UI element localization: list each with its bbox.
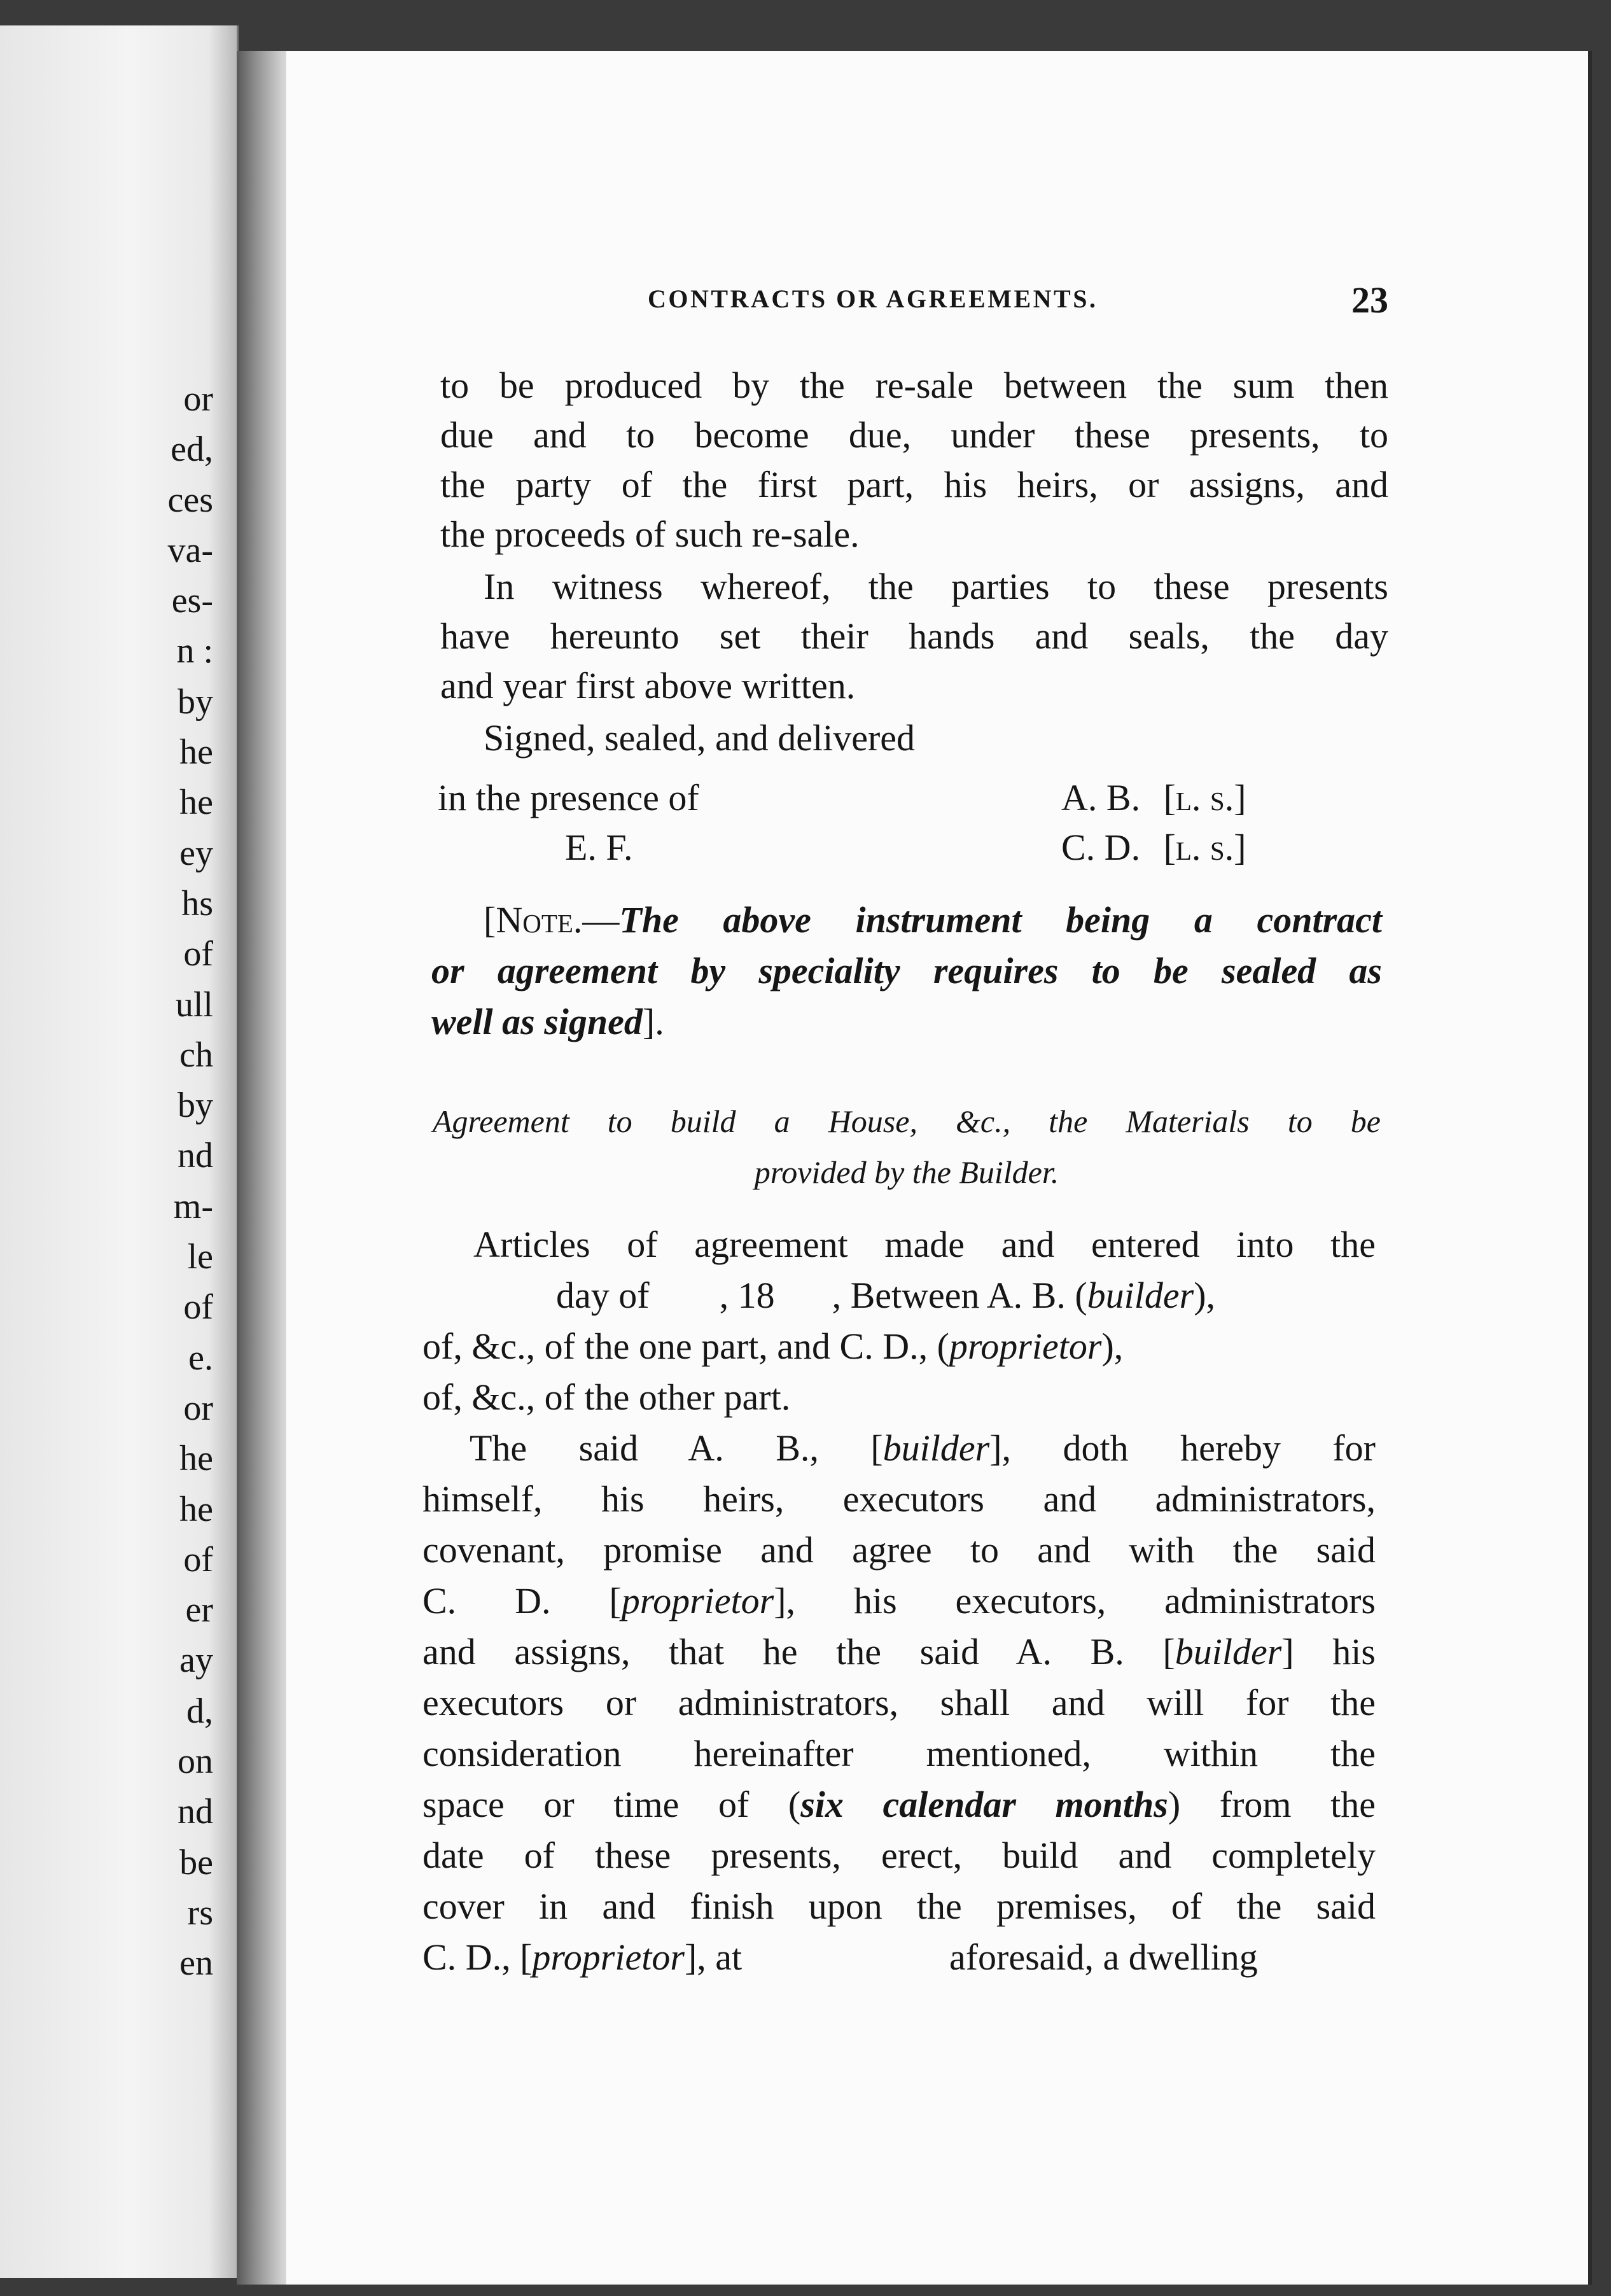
text-line: covenant, promise and agree to and with the said — [422, 1529, 1376, 1571]
left-fragment: of — [183, 934, 213, 974]
left-fragment: or — [183, 379, 213, 419]
page-number: 23 — [1351, 279, 1388, 321]
text-line: and year first above written. — [440, 665, 856, 706]
text-line: date of these presents, erect, build and completely — [422, 1835, 1376, 1876]
presence-line: in the presence of — [438, 777, 699, 818]
text-fragment: , Between A. B. ( — [832, 1275, 1087, 1316]
note-line — [431, 999, 664, 1045]
text-line: consideration hereinafter mentioned, within the — [422, 1733, 1376, 1774]
text-fragment: space or time of ( — [422, 1784, 801, 1825]
text-fragment: and assigns, that he the said A. B. [ — [422, 1631, 1175, 1672]
signatory-ab — [1061, 775, 1246, 821]
text-line: due and to become due, under these presents, to — [440, 414, 1388, 456]
role-builder: builder — [1087, 1275, 1194, 1316]
left-fragment: le — [187, 1237, 213, 1277]
left-fragment: e. — [188, 1338, 213, 1378]
left-fragment: by — [178, 682, 213, 722]
text-fragment: C. D., [ — [422, 1936, 533, 1978]
text-fragment: ], his executors, administrators — [774, 1580, 1376, 1621]
left-fragment: be — [179, 1842, 213, 1882]
left-fragment: on — [178, 1742, 213, 1782]
section-title: Agreement to build a House, &c., the Materials to be — [433, 1103, 1381, 1139]
text-line: cover in and finish upon the premises, of the said — [422, 1886, 1376, 1927]
note-bracket: ]. — [642, 1001, 664, 1042]
running-title: CONTRACTS OR AGREEMENTS. — [648, 284, 1098, 313]
left-fragment: or — [183, 1388, 213, 1428]
note-label: Note. — [496, 899, 583, 941]
text-line — [422, 1782, 1376, 1828]
left-fragment: he — [179, 1439, 213, 1479]
signed-line: Signed, sealed, and delivered — [484, 717, 916, 759]
text-fragment: ), — [1194, 1275, 1216, 1316]
left-fragment: ey — [179, 833, 213, 873]
left-fragment: ay — [179, 1641, 213, 1681]
left-fragment: va- — [167, 530, 213, 570]
text-fragment: ] his — [1281, 1631, 1376, 1672]
text-line: have hereunto set their hands and seals, the day — [440, 615, 1388, 657]
text-fragment: day of — [556, 1275, 650, 1316]
text-line: of, &c., of the other part. — [422, 1376, 791, 1418]
left-fragment: er — [185, 1590, 213, 1630]
left-fragment: hs — [181, 883, 213, 923]
text-fragment: ), — [1101, 1326, 1124, 1367]
left-fragment: ed, — [171, 430, 213, 470]
left-fragment: en — [179, 1943, 213, 1984]
role-proprietor: proprietor — [532, 1936, 685, 1978]
witness-name: E. F. — [565, 827, 633, 868]
text-fragment: of, &c., of the one part, and C. D., ( — [422, 1326, 949, 1367]
role-builder: builder — [882, 1427, 990, 1469]
role-builder: builder — [1175, 1631, 1282, 1672]
left-fragment: ch — [179, 1035, 213, 1075]
text-line — [422, 1324, 1123, 1369]
text-line — [422, 1578, 1376, 1624]
role-proprietor: proprietor — [621, 1580, 774, 1621]
note-bracket: [ — [484, 899, 496, 941]
text-line: to be produced by the re-sale between the sum then — [440, 365, 1388, 406]
left-fragment: he — [179, 732, 213, 773]
text-line — [422, 1629, 1376, 1675]
left-fragment: by — [178, 1086, 213, 1126]
text-fragment: ], at — [684, 1936, 743, 1978]
text-line: the party of the first part, his heirs, or assigns, and — [440, 464, 1388, 505]
left-fragment: rs — [187, 1893, 213, 1933]
text-line: Articles of agreement made and entered into the — [473, 1224, 1376, 1265]
note-text: The above instrument being a contract — [619, 899, 1382, 941]
left-fragment: ces — [167, 480, 213, 520]
left-fragment: of — [183, 1539, 213, 1579]
text-fragment: ) from the — [1168, 1784, 1376, 1825]
text-line: In witness whereof, the parties to these presents — [484, 566, 1388, 607]
text-fragment: The said A. B., [ — [470, 1427, 883, 1469]
role-proprietor: proprietor — [949, 1326, 1102, 1367]
party-name: A. B. — [1061, 777, 1141, 818]
left-fragment: nd — [178, 1792, 213, 1832]
left-fragment: nd — [178, 1136, 213, 1176]
left-fragment: n : — [176, 631, 213, 671]
seal-mark: [l. s.] — [1163, 827, 1246, 868]
left-fragment: d, — [186, 1691, 213, 1731]
seal-mark: [l. s.] — [1163, 777, 1246, 818]
text-line: the proceeds of such re-sale. — [440, 514, 860, 555]
text-line — [470, 1425, 1376, 1471]
left-fragment: es- — [171, 581, 213, 621]
signatory-cd — [1061, 825, 1246, 871]
note-line — [484, 897, 1382, 943]
text-fragment: ], doth hereby for — [989, 1427, 1376, 1469]
section-title: provided by the Builder. — [754, 1154, 1059, 1190]
note-line: or agreement by speciality requires to be sealed as — [431, 950, 1382, 991]
party-name: C. D. — [1061, 827, 1141, 868]
text-line — [556, 1273, 1215, 1319]
text-line: executors or administrators, shall and will for the — [422, 1682, 1376, 1723]
term-duration: six calendar months — [800, 1784, 1168, 1825]
text-line: himself, his heirs, executors and administrators, — [422, 1478, 1376, 1520]
note-text: well as signed — [431, 1001, 643, 1042]
left-fragment: m- — [173, 1186, 213, 1226]
left-fragment: he — [179, 783, 213, 823]
text-fragment: C. D. [ — [422, 1580, 622, 1621]
note-dash: — — [582, 899, 620, 941]
left-fragment: of — [183, 1287, 213, 1327]
text-line: aforesaid, a dwelling — [949, 1936, 1258, 1978]
text-line — [422, 1935, 742, 1980]
left-fragment: he — [179, 1489, 213, 1529]
left-fragment: ull — [175, 984, 213, 1025]
text-fragment: , 18 — [719, 1275, 775, 1316]
